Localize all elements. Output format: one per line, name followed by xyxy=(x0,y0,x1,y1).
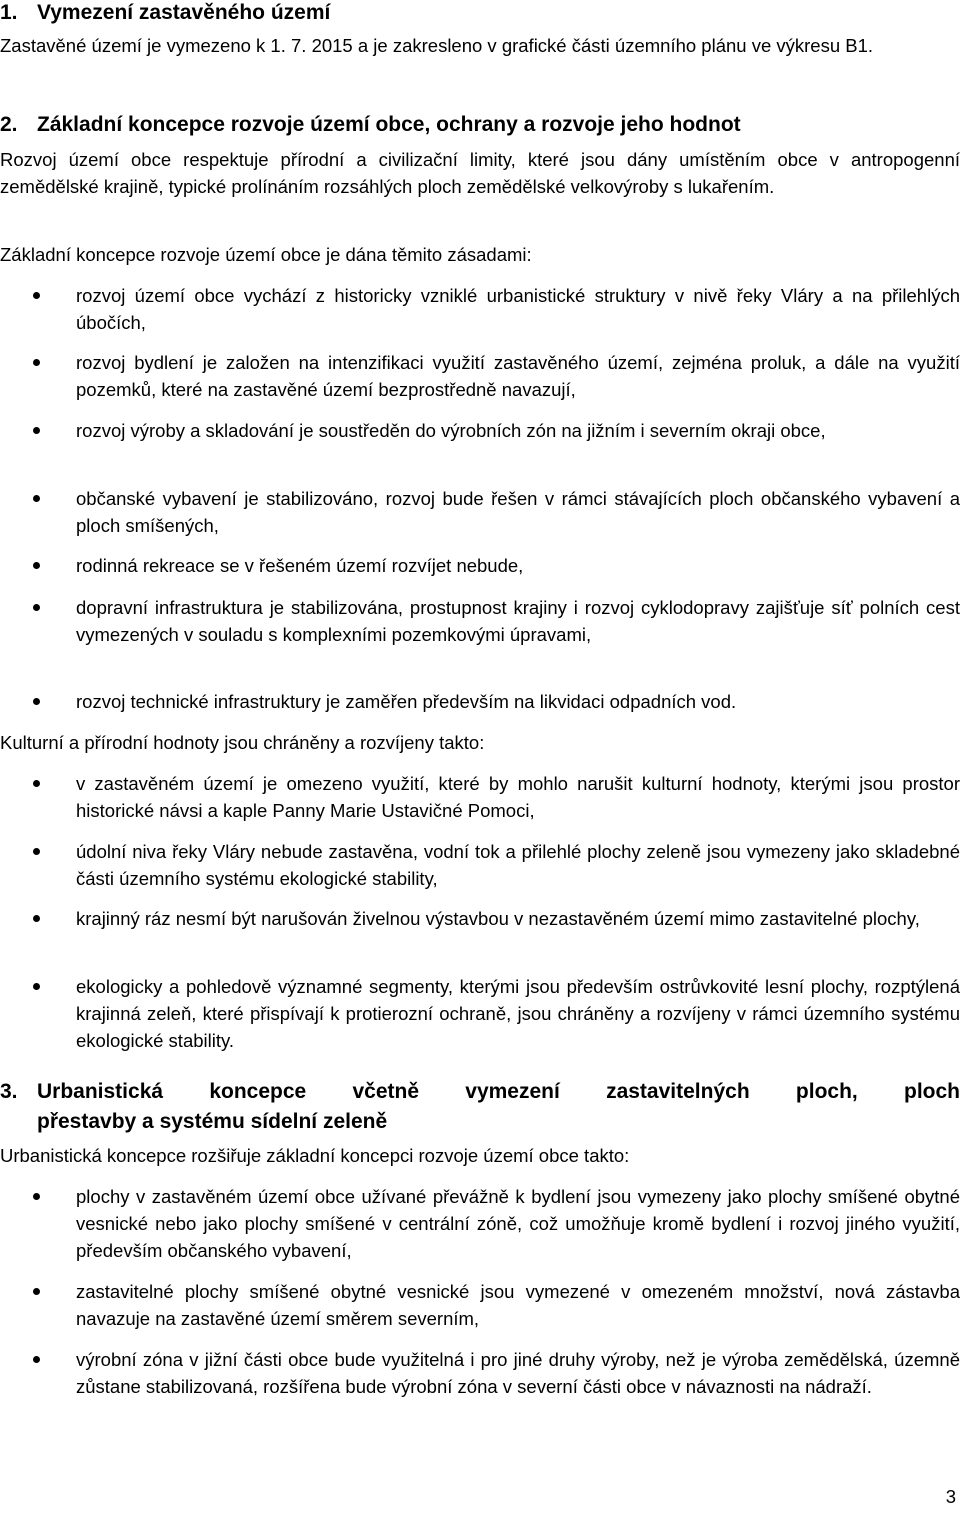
list-item-text: rodinná rekreace se v řešeném území rozvíjet nebude, xyxy=(76,555,524,576)
bullet-icon xyxy=(33,1356,40,1363)
section-number: 1. xyxy=(0,1,18,24)
list-item-text: občanské vybavení je stabilizováno, rozvoj bude řešen v rámci stávajících ploch občanského vybavení a ploch smíšených, xyxy=(76,488,960,536)
section-2-heading xyxy=(0,111,741,138)
bullet-icon xyxy=(33,848,40,855)
list-item-text: rozvoj území obce vychází z historicky vzniklé urbanistické struktury v nivě řeky Vláry a na přilehlých úbočích, xyxy=(76,285,960,333)
list-item-text: rozvoj bydlení je založen na intenzifikaci využití zastavěného území, zejména proluk, a dále na využití pozemků, které na zastavěné území bezprostředně navazují, xyxy=(76,352,960,400)
list-item-text: krajinný ráz nesmí být narušován živelnou výstavbou v nezastavěném území mimo zastavitelné plochy, xyxy=(76,908,920,929)
bullet-icon xyxy=(33,292,40,299)
section-number: 2. xyxy=(0,113,18,136)
list-item-text: rozvoj technické infrastruktury je zaměřen především na likvidaci odpadních vod. xyxy=(76,691,737,712)
bullet-icon xyxy=(33,359,40,366)
section-title: Základní koncepce rozvoje území obce, ochrany a rozvoje jeho hodnot xyxy=(37,113,741,136)
section-1-paragraph: Zastavěné území je vymezeno k 1. 7. 2015 a je zakresleno v grafické části územního plánu ve výkresu B1. xyxy=(0,35,874,56)
page-number: 3 xyxy=(945,1486,956,1507)
section-number: 3. xyxy=(0,1080,18,1103)
section-1-heading xyxy=(0,0,330,26)
list-item-text: zastavitelné plochy smíšené obytné vesnické jsou vymezené v omezeném množství, nová zástavba navazuje na zastavěné území směrem severním, xyxy=(76,1281,960,1329)
bullet-icon xyxy=(33,495,40,502)
section-title-line-1: Urbanistická koncepce včetně vymezení zastavitelných ploch, ploch xyxy=(37,1080,960,1103)
bullet-icon xyxy=(33,780,40,787)
bullet-icon xyxy=(33,427,40,434)
section-title-line-2: přestavby a systému sídelní zeleně xyxy=(37,1110,388,1133)
list-item-text: v zastavěném území je omezeno využití, které by mohlo narušit kulturní hodnoty, kterými jsou prostor historické návsi a kaple Panny Marie Ustavičné Pomoci, xyxy=(76,773,960,821)
bullet-icon xyxy=(33,604,40,611)
list-item-text: rozvoj výroby a skladování je soustředěn do výrobních zón na jižním i severním okraji obce, xyxy=(76,420,826,441)
section-2-intro: Rozvoj území obce respektuje přírodní a civilizační limity, které jsou dány umístěním obce v antropogenní zemědělské krajině, typické prolínáním rozsáhlých ploch zemědělské velkovýroby s lukařením. xyxy=(0,149,960,197)
bullet-icon xyxy=(33,1288,40,1295)
bullet-icon xyxy=(33,562,40,569)
section-3-lead: Urbanistická koncepce rozšiřuje základní koncepci rozvoje území obce takto: xyxy=(0,1145,630,1166)
bullet-icon xyxy=(33,915,40,922)
principles-lead: Základní koncepce rozvoje území obce je dána těmito zásadami: xyxy=(0,244,532,265)
values-lead: Kulturní a přírodní hodnoty jsou chráněny a rozvíjeny takto: xyxy=(0,732,485,753)
list-item-text: ekologicky a pohledově významné segmenty, kterými jsou především ostrůvkovité lesní plochy, rozptýlená krajinná zeleň, které přispívají k protierozní ochraně, jsou chráněny a rozvíjeny v rámci územního systému ekologické stability. xyxy=(76,976,960,1051)
list-item-text: výrobní zóna v jižní části obce bude využitelná i pro jiné druhy výroby, než je výroba zemědělská, územně zůstane stabilizovaná, rozšířena bude výrobní zóna v severní části obce v návaznosti na nádraží. xyxy=(76,1349,960,1397)
section-title: Vymezení zastavěného území xyxy=(37,1,331,24)
bullet-icon xyxy=(33,983,40,990)
bullet-icon xyxy=(33,698,40,705)
bullet-icon xyxy=(33,1193,40,1200)
list-item-text: plochy v zastavěném území obce užívané převážně k bydlení jsou vymezeny jako plochy smíšené obytné vesnické nebo jako plochy smíšené v centrální zóně, což umožňuje kromě bydlení i rozvoj jiného využití, především občanského vybavení, xyxy=(76,1186,960,1261)
list-item-text: dopravní infrastruktura je stabilizována, prostupnost krajiny i rozvoj cyklodopravy zajišťuje síť polních cest vymezených v souladu s komplexními pozemkovými úpravami, xyxy=(76,597,960,645)
list-item-text: údolní niva řeky Vláry nebude zastavěna, vodní tok a přilehlé plochy zeleně jsou vymezeny jako skladebné části územního systému ekologické stability, xyxy=(76,841,960,889)
